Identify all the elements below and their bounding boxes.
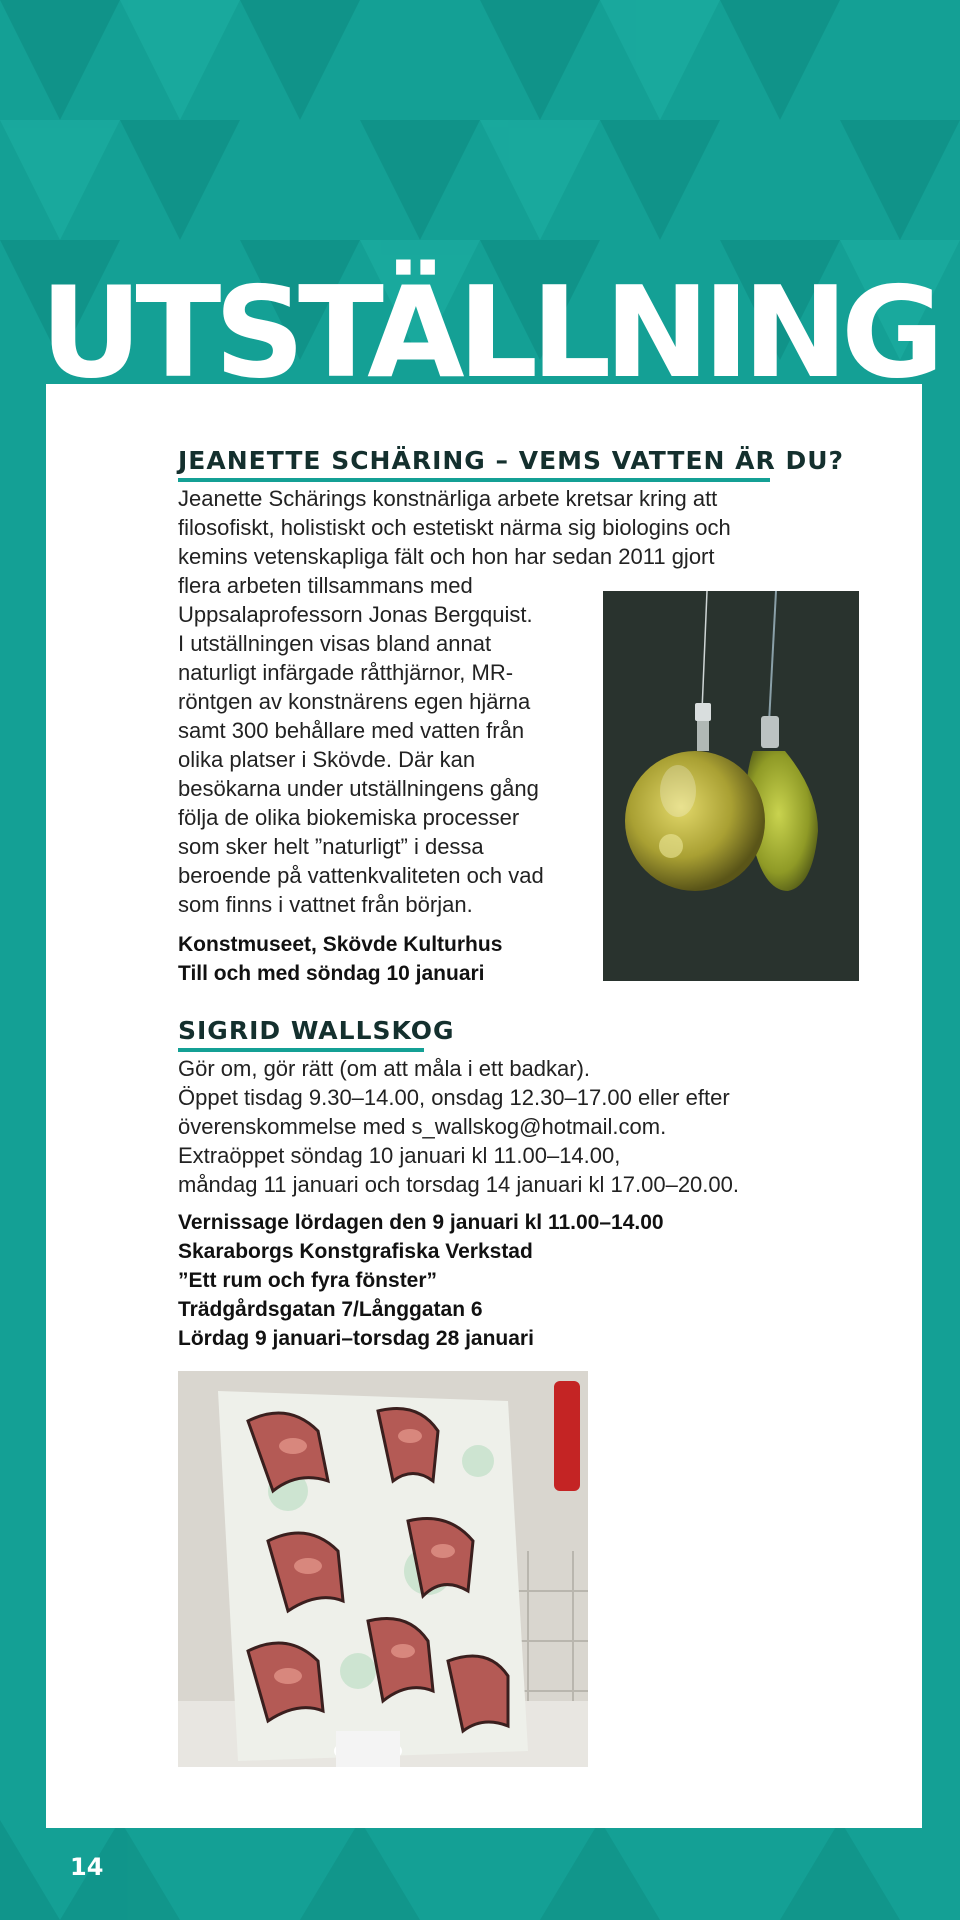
body-line: Öppet tisdag 9.30–14.00, onsdag 12.30–17.00 eller efter: [178, 1085, 730, 1110]
article-details-wallskog: [178, 1208, 664, 1353]
body-line: kemins vetenskapliga fält och hon har sedan 2011 gjort: [178, 544, 715, 569]
body-line: naturligt infärgade råtthjärnor, MR-: [178, 660, 514, 685]
body-line: beroende på vattenkvaliteten och vad: [178, 863, 544, 888]
article-details-scharing: [178, 930, 502, 988]
body-line: Gör om, gör rätt (om att måla i ett badkar).: [178, 1056, 591, 1081]
body-line: som finns i vattnet från början.: [178, 892, 473, 917]
body-line: måndag 11 januari och torsdag 14 januari kl 17.00–20.00.: [178, 1172, 739, 1197]
vernissage-line: Vernissage lördagen den 9 januari kl 11.00–14.00: [178, 1211, 664, 1234]
body-line: Extraöppet söndag 10 januari kl 11.00–14.00,: [178, 1143, 621, 1168]
body-line: besökarna under utställningens gång: [178, 776, 539, 801]
body-line: filosofiskt, holistiskt och estetiskt närma sig biologins och: [178, 515, 731, 540]
title-underline: [178, 1048, 424, 1052]
exhibition-name-line: ”Ett rum och fyra fönster”: [178, 1269, 438, 1292]
date-line: Lördag 9 januari–torsdag 28 januari: [178, 1327, 534, 1350]
shoe-painting-photo: [178, 1371, 588, 1767]
body-line: Uppsalaprofessorn Jonas Bergquist.: [178, 602, 533, 627]
venue-line: Konstmuseet, Skövde Kulturhus: [178, 933, 503, 956]
body-line: som sker helt ”naturligt” i dessa: [178, 834, 484, 859]
title-underline: [178, 478, 770, 482]
glass-flasks-photo: [603, 591, 859, 981]
shoe-painting-illustration: [178, 1371, 588, 1767]
date-line: Till och med söndag 10 januari: [178, 962, 485, 985]
content-card: [46, 384, 922, 1828]
page-title: UTSTÄLLNING: [40, 259, 938, 406]
article-title-scharing: JEANETTE SCHÄRING – VEMS VATTEN ÄR DU?: [178, 446, 845, 475]
article-title-wallskog: SIGRID WALLSKOG: [178, 1016, 455, 1045]
address-line: Trädgårdsgatan 7/Långgatan 6: [178, 1298, 483, 1321]
body-line: röntgen av konstnärens egen hjärna: [178, 689, 531, 714]
body-line: olika platser i Skövde. Där kan: [178, 747, 476, 772]
body-line: I utställningen visas bland annat: [178, 631, 492, 656]
venue-line: Skaraborgs Konstgrafiska Verkstad: [178, 1240, 533, 1263]
body-line: samt 300 behållare med vatten från: [178, 718, 525, 743]
page-number: 14: [70, 1853, 104, 1881]
body-line: flera arbeten tillsammans med: [178, 573, 473, 598]
glass-flasks-illustration: [603, 591, 859, 981]
body-line: Jeanette Schärings konstnärliga arbete kretsar kring att: [178, 486, 718, 511]
body-line: följa de olika biokemiska processer: [178, 805, 520, 830]
body-line: överenskommelse med s_wallskog@hotmail.com.: [178, 1114, 667, 1139]
article-body-wallskog: [178, 1054, 739, 1199]
